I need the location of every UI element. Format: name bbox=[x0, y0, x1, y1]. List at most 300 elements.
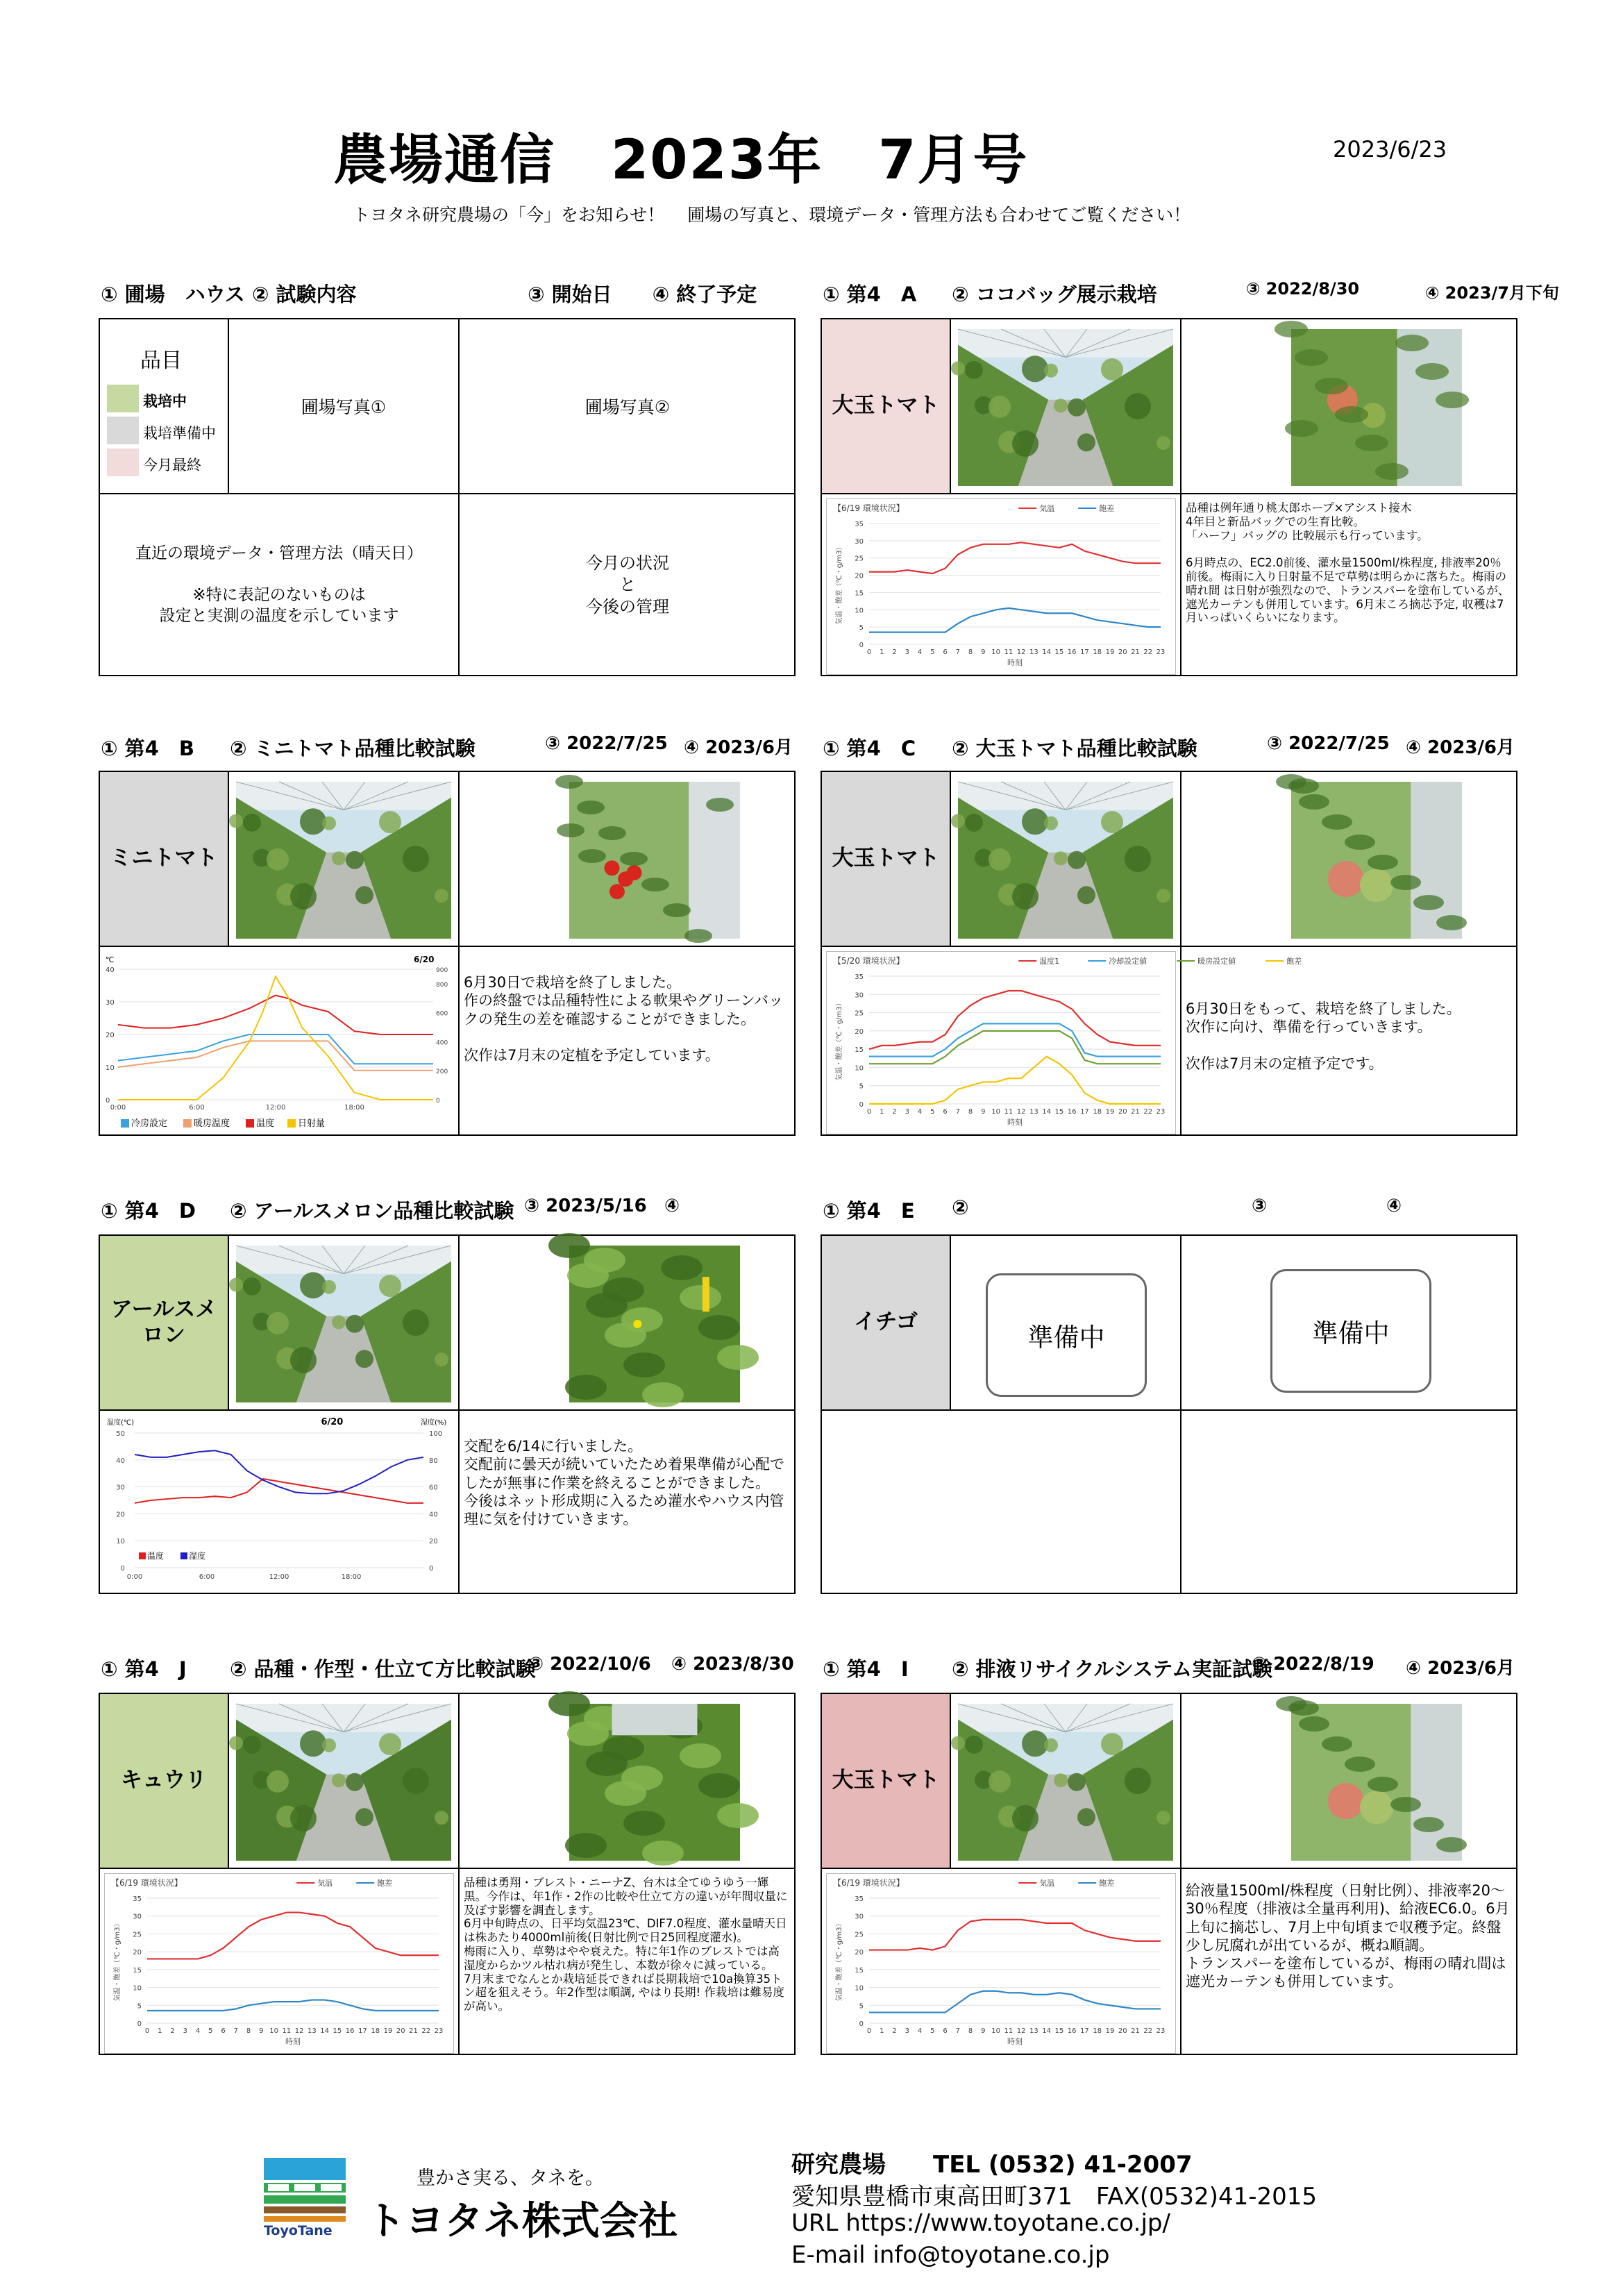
section-j-x-tick: 17 bbox=[358, 2027, 367, 2035]
section-d-legend-swatch bbox=[139, 1552, 146, 1559]
section-j-y-tick: 0 bbox=[137, 2020, 142, 2028]
section-c-legend-label: 暖房設定値 bbox=[1197, 957, 1236, 966]
section-i-status-text: 給液量1500ml/株程度（日射比例）、排液率20～30％程度（排液は全量再利用)、給液EC6.0。6月上旬に摘芯し、7月上中旬頃まで収穫予定。終盤少し尻腐れが出ているが、概ね順調。 トランスパーを塗布しているが、梅雨の晴れ間は遮光カーテンも併用しています。 bbox=[1186, 1882, 1510, 1991]
section-j-photo1-image bbox=[236, 1704, 451, 1861]
section-a-x-tick: 19 bbox=[1105, 648, 1115, 656]
section-a-x-tick: 22 bbox=[1143, 648, 1153, 656]
section-a-crop: 大玉トマト bbox=[822, 319, 951, 494]
section-d-header bbox=[101, 1196, 798, 1221]
section-b-legend-label: 温度 bbox=[256, 1118, 275, 1129]
section-i-legend-label: 気温 bbox=[1039, 1879, 1055, 1888]
section-j-x-tick: 4 bbox=[195, 2027, 201, 2035]
section-b-panel bbox=[99, 771, 796, 1136]
section-c-head-4: ④ 2023/6月 bbox=[1406, 737, 1515, 758]
section-i-x-tick: 12 bbox=[1016, 2027, 1026, 2035]
section-b-head-4: ④ 2023/6月 bbox=[684, 737, 793, 758]
section-b-legend-label: 暖房温度 bbox=[194, 1118, 230, 1129]
section-j-panel bbox=[99, 1693, 796, 2055]
section-e-header bbox=[823, 1196, 1520, 1221]
legend-head-dates: ③ 開始日 ④ 終了予定 bbox=[528, 283, 757, 306]
section-a-chart-box bbox=[826, 498, 1176, 675]
section-d-head-4: ④ bbox=[664, 1196, 680, 1216]
section-c-x-tick: 14 bbox=[1042, 1108, 1052, 1116]
section-c-ylabel: 気温・飽差（℃・g/m3） bbox=[836, 999, 843, 1081]
section-b-x-tick: 12:00 bbox=[265, 1104, 286, 1112]
section-a-x-tick: 15 bbox=[1054, 648, 1064, 656]
section-j-x-tick: 20 bbox=[396, 2027, 405, 2035]
section-j-head-4: ④ 2023/8/30 bbox=[671, 1654, 794, 1675]
section-i-divider bbox=[1180, 1869, 1181, 2055]
section-b-y-tick: 20 bbox=[106, 1032, 115, 1039]
section-a-x-tick: 0 bbox=[866, 648, 872, 656]
section-j-chart-frame bbox=[105, 1874, 454, 2054]
section-d-y2-tick: 80 bbox=[429, 1457, 438, 1465]
section-i-y-tick: 0 bbox=[859, 2020, 864, 2028]
section-c-chart-frame bbox=[827, 952, 1176, 1134]
section-d-x-tick: 12:00 bbox=[269, 1573, 289, 1581]
legend-items-title: 品目 bbox=[140, 349, 182, 373]
legend-swatch-growing bbox=[107, 385, 139, 412]
section-c-y-tick: 5 bbox=[859, 1082, 864, 1091]
section-b-x-tick: 6:00 bbox=[189, 1104, 205, 1112]
section-b-header bbox=[101, 733, 798, 758]
section-a-head-2: ② ココバッグ展示栽培 bbox=[952, 283, 1157, 306]
section-d-photo2 bbox=[569, 1246, 740, 1402]
section-j-x-tick: 0 bbox=[144, 2027, 150, 2035]
section-a-chart-title: 【6/19 環境状況】 bbox=[833, 503, 905, 513]
section-b-series-冷房設定 bbox=[118, 1034, 433, 1064]
section-j-x-tick: 5 bbox=[208, 2027, 213, 2035]
section-c-x-tick: 3 bbox=[905, 1108, 909, 1116]
section-c-x-tick: 9 bbox=[981, 1108, 986, 1116]
section-j-x-tick: 2 bbox=[170, 2027, 175, 2035]
section-j-head-3: ③ 2022/10/6 bbox=[528, 1654, 651, 1675]
section-j-x-tick: 15 bbox=[333, 2027, 342, 2035]
section-b-head-2: ② ミニトマト品種比較試験 bbox=[230, 737, 476, 760]
section-d-y2-tick: 40 bbox=[429, 1511, 438, 1519]
section-b-divider bbox=[458, 947, 460, 1136]
section-d-ylabel: 温度(℃) bbox=[107, 1419, 135, 1427]
section-d-y-tick: 40 bbox=[116, 1457, 125, 1465]
section-b-series-温度 bbox=[118, 996, 433, 1034]
section-a-photo2 bbox=[1291, 329, 1462, 486]
section-a-photo1 bbox=[958, 329, 1173, 486]
section-j-chart-title: 【6/19 環境状況】 bbox=[111, 1878, 183, 1888]
section-d-photo2-image bbox=[569, 1246, 740, 1402]
section-i-x-tick: 16 bbox=[1067, 2027, 1077, 2035]
section-a-xlabel: 時刻 bbox=[1007, 658, 1023, 667]
section-c-y-tick: 35 bbox=[855, 973, 864, 981]
section-j-y-tick: 35 bbox=[133, 1895, 142, 1903]
section-c-y-tick: 30 bbox=[855, 991, 864, 1000]
section-d-x-tick: 18:00 bbox=[341, 1573, 362, 1581]
section-i-x-tick: 19 bbox=[1105, 2027, 1115, 2035]
section-i-x-tick: 10 bbox=[991, 2027, 1000, 2035]
logo-tagline: 豊かさ実る、タネを。 bbox=[417, 2168, 604, 2189]
section-b-chart bbox=[104, 951, 454, 1134]
section-i-xlabel: 時刻 bbox=[1007, 2037, 1023, 2046]
section-b-photo2-image bbox=[569, 782, 740, 939]
section-d-series-温度 bbox=[135, 1479, 423, 1503]
section-j-y-tick: 5 bbox=[137, 2002, 142, 2011]
section-d-y2-tick: 0 bbox=[429, 1565, 434, 1573]
section-a-y-tick: 5 bbox=[859, 624, 864, 632]
section-i-y-tick: 30 bbox=[855, 1913, 864, 1921]
section-e-crop: イチゴ bbox=[822, 1236, 951, 1411]
section-j-x-tick: 13 bbox=[308, 2027, 317, 2035]
section-c-photo2-image bbox=[1291, 782, 1462, 939]
section-a-y-tick: 20 bbox=[855, 572, 864, 580]
section-a-x-tick: 10 bbox=[991, 648, 1000, 656]
section-j-y-tick: 25 bbox=[133, 1931, 142, 1939]
section-a-x-tick: 11 bbox=[1004, 648, 1014, 656]
section-i-x-tick: 1 bbox=[880, 2027, 884, 2035]
legend-label-preparing: 栽培準備中 bbox=[143, 425, 216, 442]
section-a-x-tick: 3 bbox=[905, 648, 909, 656]
section-d-y-tick: 50 bbox=[116, 1430, 125, 1438]
page-title: 農場通信 2023年 7月号 bbox=[333, 129, 1029, 192]
section-d-chart-box bbox=[104, 1415, 454, 1593]
section-i-y-tick: 5 bbox=[859, 2002, 864, 2011]
section-i-x-tick: 15 bbox=[1054, 2027, 1064, 2035]
section-c-x-tick: 10 bbox=[991, 1108, 1000, 1116]
section-b-x-tick: 0:00 bbox=[110, 1104, 126, 1112]
section-a-y-tick: 15 bbox=[855, 589, 864, 598]
section-c-y-tick: 0 bbox=[859, 1101, 864, 1109]
section-c-y-tick: 25 bbox=[855, 1009, 864, 1018]
section-c-crop: 大玉トマト bbox=[822, 772, 951, 947]
section-j-chart bbox=[104, 1873, 454, 2054]
section-a-y-tick: 25 bbox=[855, 555, 864, 563]
section-j-x-tick: 8 bbox=[246, 2027, 251, 2035]
section-i-panel bbox=[821, 1693, 1517, 2055]
section-i-head-1: ① 第4 I bbox=[823, 1657, 909, 1681]
section-a-x-tick: 1 bbox=[880, 648, 884, 656]
section-b-status-text: 6月30日で栽培を終了しました。 作の終盤では品種特性による軟果やグリーンバックの発生の差を確認することができました。 次作は7月末の定植を予定しています。 bbox=[464, 974, 784, 1064]
section-i-x-tick: 0 bbox=[866, 2027, 872, 2035]
section-a-y-tick: 30 bbox=[855, 537, 864, 546]
section-e-divider bbox=[1180, 1411, 1181, 1594]
section-d-head-3: ③ 2023/5/16 bbox=[524, 1196, 647, 1216]
section-c-status-text: 6月30日をもって、栽培を終了しました。 次作に向け、準備を行っていきます。 次作は7月末の定植予定です。 bbox=[1186, 1000, 1461, 1072]
section-c-x-tick: 11 bbox=[1004, 1108, 1014, 1116]
section-b-crop: ミニトマト bbox=[100, 772, 229, 947]
section-c-head-1: ① 第4 C bbox=[823, 737, 916, 760]
section-c-x-tick: 5 bbox=[930, 1108, 935, 1116]
section-b-legend-label: 冷房設定 bbox=[131, 1118, 168, 1129]
section-j-crop: キュウリ bbox=[100, 1694, 229, 1869]
section-a-x-tick: 6 bbox=[943, 648, 948, 656]
section-c-x-tick: 1 bbox=[880, 1108, 884, 1116]
section-i-x-tick: 23 bbox=[1156, 2027, 1166, 2035]
section-b-y-tick: 0 bbox=[106, 1097, 110, 1105]
section-c-x-tick: 12 bbox=[1016, 1108, 1026, 1116]
section-e-head-3: ③ bbox=[1252, 1196, 1268, 1216]
section-b-y-tick: 40 bbox=[106, 966, 115, 974]
logo-small-text: ToyoTane bbox=[264, 2223, 333, 2238]
section-d-chart bbox=[104, 1415, 454, 1593]
section-i-x-tick: 18 bbox=[1093, 2027, 1102, 2035]
section-c-x-tick: 4 bbox=[917, 1108, 923, 1116]
section-d-x-tick: 0:00 bbox=[126, 1573, 143, 1581]
section-c-panel bbox=[821, 771, 1517, 1136]
section-b-y2-tick: 400 bbox=[436, 1039, 448, 1047]
section-a-head-3: ③ 2022/8/30 bbox=[1246, 279, 1360, 299]
section-d-y-tick: 20 bbox=[116, 1511, 125, 1519]
legend-label-growing: 栽培中 bbox=[143, 393, 187, 410]
section-c-chart-title: 【5/20 環境状況】 bbox=[833, 956, 905, 966]
section-d-panel bbox=[99, 1234, 796, 1594]
section-a-x-tick: 4 bbox=[917, 648, 923, 656]
section-j-x-tick: 3 bbox=[183, 2027, 187, 2035]
section-j-x-tick: 12 bbox=[294, 2027, 304, 2035]
section-d-status-text: 交配を6/14に行いました。 交配前に曇天が続いていたため着果準備が心配でしたが無事に作業を終えることができました。 今後はネット形成期に入るため灌水やハウス内管理に気を付けていきます。 bbox=[464, 1438, 784, 1527]
legend-env-note: 直近の環境データ・管理方法（晴天日） ※特に表記のないものは 設定と実測の温度を示しています bbox=[135, 544, 423, 625]
section-i-photo2 bbox=[1291, 1704, 1462, 1861]
section-c-chart-box bbox=[826, 951, 1302, 1134]
section-a-panel bbox=[821, 318, 1517, 676]
section-i-x-tick: 14 bbox=[1042, 2027, 1052, 2035]
section-c-x-tick: 0 bbox=[866, 1108, 872, 1116]
toyotane-logo bbox=[264, 2158, 346, 2238]
section-i-y-tick: 25 bbox=[855, 1931, 864, 1939]
section-i-y-tick: 10 bbox=[855, 1984, 864, 1993]
section-i-chart-title: 【6/19 環境状況】 bbox=[833, 1878, 905, 1888]
section-d-y-tick: 30 bbox=[116, 1484, 125, 1492]
section-c-x-tick: 20 bbox=[1118, 1108, 1127, 1116]
section-d-divider bbox=[458, 1411, 460, 1594]
legend-head-main: ① 圃場 ハウス ② 試験内容 bbox=[101, 283, 357, 306]
section-c-head-2: ② 大玉トマト品種比較試験 bbox=[952, 737, 1197, 760]
section-a-head-1: ① 第4 A bbox=[823, 283, 917, 306]
section-a-ylabel: 気温・飽差（℃・g/m3） bbox=[836, 543, 843, 625]
website-url[interactable]: URL https://www.toyotane.co.jp/ bbox=[791, 2209, 1170, 2237]
section-c-x-tick: 2 bbox=[892, 1108, 897, 1116]
section-i-x-tick: 5 bbox=[930, 2027, 935, 2035]
section-c-x-tick: 22 bbox=[1143, 1108, 1153, 1116]
section-j-x-tick: 23 bbox=[434, 2027, 444, 2035]
section-b-y2-tick: 200 bbox=[436, 1069, 448, 1076]
section-b-head-3: ③ 2022/7/25 bbox=[545, 733, 668, 754]
section-j-x-tick: 18 bbox=[371, 2027, 380, 2035]
section-b-y-tick: 30 bbox=[106, 999, 115, 1007]
section-i-x-tick: 6 bbox=[943, 2027, 948, 2035]
section-a-x-tick: 17 bbox=[1080, 648, 1089, 656]
section-c-x-tick: 17 bbox=[1080, 1108, 1089, 1116]
section-i-x-tick: 17 bbox=[1080, 2027, 1089, 2035]
section-a-legend-label: 気温 bbox=[1039, 504, 1055, 513]
section-d-y2-tick: 100 bbox=[429, 1430, 443, 1438]
section-d-legend-label: 湿度 bbox=[189, 1551, 206, 1561]
section-a-head-4: ④ 2023/7月下旬 bbox=[1425, 283, 1559, 303]
section-j-xlabel: 時刻 bbox=[285, 2037, 301, 2046]
section-i-x-tick: 8 bbox=[968, 2027, 973, 2035]
section-i-legend-label: 飽差 bbox=[1099, 1879, 1115, 1888]
legend-panel bbox=[99, 318, 796, 676]
section-d-y-tick: 10 bbox=[116, 1538, 125, 1546]
section-a-divider bbox=[1180, 494, 1181, 676]
section-c-x-tick: 13 bbox=[1029, 1108, 1038, 1116]
section-c-y-tick: 15 bbox=[855, 1046, 864, 1055]
section-i-chart-box bbox=[826, 1873, 1176, 2054]
section-a-y-tick: 35 bbox=[855, 521, 864, 528]
section-c-head-3: ③ 2022/7/25 bbox=[1267, 733, 1390, 754]
section-i-photo2-image bbox=[1291, 1704, 1462, 1861]
section-a-x-tick: 21 bbox=[1131, 648, 1140, 656]
section-b-y2-tick: 0 bbox=[436, 1098, 440, 1105]
section-c-y-tick: 20 bbox=[855, 1028, 864, 1036]
section-j-status-text: 品種は勇翔・ブレスト・ニーナZ、台木は全てゆうゆう一輝黒。今作は、年1作・2作の比較や仕立て方の違いが年間収量に及ぼす影響を調査します。 6月中旬時点の、日平均気温23℃、DIF7.0程度、灌水量晴天日は株あたり4000ml前後(日射比例で日25回程度灌水)。 梅雨に入り、草勢はやや衰えた。特に年1作のブレストでは高湿度からかツル枯れ病が発生し、本数が徐々に減っている。 7月末までなんとか栽培延長できれば長期栽培で10a換算35トン超を狙えそう。年2作型は順調, やはり長期! 作栽培は難易度が高い。 bbox=[464, 1876, 788, 2013]
section-b-chart-title: 6/20 bbox=[414, 955, 435, 964]
section-b-chart-box bbox=[104, 951, 454, 1134]
section-j-x-tick: 19 bbox=[383, 2027, 393, 2035]
section-a-y-tick: 0 bbox=[859, 642, 864, 649]
section-e-preparing-badge-1: 準備中 bbox=[986, 1273, 1147, 1397]
section-i-x-tick: 20 bbox=[1118, 2027, 1127, 2035]
section-i-y-tick: 35 bbox=[855, 1895, 864, 1903]
legend-swatch-final bbox=[107, 449, 139, 476]
section-e-head-1: ① 第4 E bbox=[823, 1199, 915, 1223]
section-b-head-1: ① 第4 B bbox=[101, 737, 194, 760]
section-j-chart-box bbox=[104, 1873, 454, 2054]
email-address[interactable]: E-mail info@toyotane.co.jp bbox=[791, 2241, 1110, 2269]
legend-status-note: 今月の状況 と 今後の管理 bbox=[458, 494, 796, 676]
section-i-x-tick: 21 bbox=[1131, 2027, 1140, 2035]
section-c-x-tick: 21 bbox=[1131, 1108, 1140, 1116]
section-j-photo1 bbox=[236, 1704, 451, 1861]
section-c-y-tick: 10 bbox=[855, 1064, 864, 1073]
section-d-y2label: 湿度(%) bbox=[421, 1419, 447, 1427]
section-d-photo1-image bbox=[236, 1246, 451, 1402]
section-a-x-tick: 9 bbox=[981, 648, 986, 656]
section-b-y2-tick: 900 bbox=[436, 967, 448, 974]
legend-swatch-preparing bbox=[107, 417, 139, 444]
section-d-chart-title: 6/20 bbox=[321, 1417, 344, 1427]
section-e-preparing-badge-2: 準備中 bbox=[1270, 1269, 1431, 1393]
issue-date: 2023/6/23 bbox=[1333, 136, 1447, 162]
section-j-legend-label: 飽差 bbox=[377, 1879, 393, 1888]
section-e-head-2: ② bbox=[952, 1196, 969, 1219]
section-c-x-tick: 23 bbox=[1156, 1108, 1166, 1116]
section-i-crop: 大玉トマト bbox=[822, 1694, 951, 1869]
section-c-xlabel: 時刻 bbox=[1007, 1118, 1023, 1127]
section-c-x-tick: 6 bbox=[943, 1108, 948, 1116]
section-c-photo1 bbox=[958, 782, 1173, 939]
section-b-legend-swatch bbox=[121, 1119, 129, 1128]
page-subtitle: トヨタネ研究農場の「今」をお知らせ！ 圃場の写真と、環境データ・管理方法も合わせてご覧ください！ bbox=[353, 205, 1191, 225]
section-j-x-tick: 9 bbox=[259, 2027, 264, 2035]
section-c-x-tick: 8 bbox=[968, 1108, 973, 1116]
section-j-y-tick: 20 bbox=[133, 1949, 142, 1957]
legend-label-final: 今月最終 bbox=[143, 457, 201, 474]
section-a-x-tick: 5 bbox=[930, 648, 935, 656]
section-i-y-tick: 20 bbox=[855, 1949, 864, 1957]
section-a-x-tick: 20 bbox=[1118, 648, 1127, 656]
section-c-chart bbox=[826, 951, 1302, 1134]
section-b-x-tick: 18:00 bbox=[344, 1104, 364, 1112]
section-j-x-tick: 1 bbox=[158, 2027, 162, 2035]
legend-items bbox=[100, 319, 229, 494]
section-j-x-tick: 7 bbox=[233, 2027, 239, 2035]
section-i-photo1 bbox=[958, 1704, 1173, 1861]
section-b-photo1 bbox=[236, 782, 451, 939]
section-a-legend-label: 飽差 bbox=[1099, 504, 1115, 513]
section-d-photo1 bbox=[236, 1246, 451, 1402]
section-c-divider bbox=[1180, 947, 1181, 1136]
section-j-x-tick: 10 bbox=[269, 2027, 278, 2035]
section-a-x-tick: 14 bbox=[1042, 648, 1052, 656]
section-b-legend-swatch bbox=[183, 1119, 192, 1128]
section-c-x-tick: 7 bbox=[955, 1108, 961, 1116]
legend-photo1: 圃場写真① bbox=[229, 319, 458, 494]
lab-phone: 研究農場 TEL (0532) 41-2007 bbox=[791, 2151, 1193, 2179]
section-e-panel bbox=[821, 1234, 1517, 1594]
section-a-x-tick: 16 bbox=[1067, 648, 1077, 656]
section-c-photo1-image bbox=[958, 782, 1173, 939]
section-a-x-tick: 2 bbox=[892, 648, 897, 656]
section-b-y2-tick: 800 bbox=[436, 981, 448, 989]
section-c-legend-label: 飽差 bbox=[1286, 957, 1302, 966]
section-i-chart-frame bbox=[827, 1874, 1176, 2054]
section-c-legend-label: 温度1 bbox=[1039, 957, 1060, 966]
section-a-y-tick: 10 bbox=[855, 607, 864, 615]
section-j-x-tick: 22 bbox=[421, 2027, 431, 2035]
section-j-head-1: ① 第4 J bbox=[101, 1657, 187, 1681]
section-i-x-tick: 13 bbox=[1029, 2027, 1038, 2035]
section-a-chart bbox=[826, 498, 1176, 675]
section-i-x-tick: 22 bbox=[1143, 2027, 1153, 2035]
section-i-head-4: ④ 2023/6月 bbox=[1406, 1658, 1515, 1679]
section-j-y-tick: 30 bbox=[133, 1913, 142, 1921]
section-b-ylabel: ℃ bbox=[106, 955, 115, 964]
section-a-x-tick: 8 bbox=[968, 648, 973, 656]
section-d-head-1: ① 第4 D bbox=[101, 1199, 196, 1223]
section-i-x-tick: 11 bbox=[1004, 2027, 1014, 2035]
section-j-ylabel: 気温・飽差（℃・g/m3） bbox=[114, 1920, 121, 2002]
section-a-x-tick: 13 bbox=[1029, 648, 1038, 656]
section-i-head-3: ③ 2022/8/19 bbox=[1252, 1654, 1374, 1675]
section-j-y-tick: 10 bbox=[133, 1984, 142, 1993]
section-i-x-tick: 9 bbox=[981, 2027, 986, 2035]
section-j-photo2-image bbox=[569, 1704, 740, 1861]
section-a-x-tick: 7 bbox=[955, 648, 961, 656]
section-d-y-tick: 0 bbox=[120, 1565, 125, 1573]
section-j-photo2 bbox=[569, 1704, 740, 1861]
section-a-photo2-image bbox=[1291, 329, 1462, 486]
section-d-head-2: ② アールスメロン品種比較試験 bbox=[230, 1199, 514, 1223]
section-i-header bbox=[823, 1654, 1520, 1679]
section-j-header bbox=[101, 1654, 798, 1679]
legend-photo2: 圃場写真② bbox=[458, 319, 796, 494]
section-j-x-tick: 14 bbox=[320, 2027, 330, 2035]
section-a-x-tick: 23 bbox=[1156, 648, 1166, 656]
section-b-photo2 bbox=[569, 782, 740, 939]
section-j-x-tick: 11 bbox=[282, 2027, 292, 2035]
address-fax: 愛知県豊橋市東高田町371 FAX(0532)41-2015 bbox=[791, 2183, 1317, 2211]
section-b-legend-swatch bbox=[287, 1119, 296, 1128]
section-i-x-tick: 3 bbox=[905, 2027, 909, 2035]
section-e-chart-box bbox=[826, 1415, 1176, 1593]
section-b-legend-swatch bbox=[246, 1119, 254, 1128]
section-i-x-tick: 2 bbox=[892, 2027, 897, 2035]
section-j-y-tick: 15 bbox=[133, 1966, 142, 1975]
section-i-x-tick: 7 bbox=[955, 2027, 961, 2035]
section-a-photo1-image bbox=[958, 329, 1173, 486]
section-c-x-tick: 16 bbox=[1067, 1108, 1077, 1116]
section-j-x-tick: 6 bbox=[221, 2027, 226, 2035]
section-b-series-暖房温度 bbox=[118, 1041, 433, 1070]
section-c-header bbox=[823, 733, 1520, 758]
